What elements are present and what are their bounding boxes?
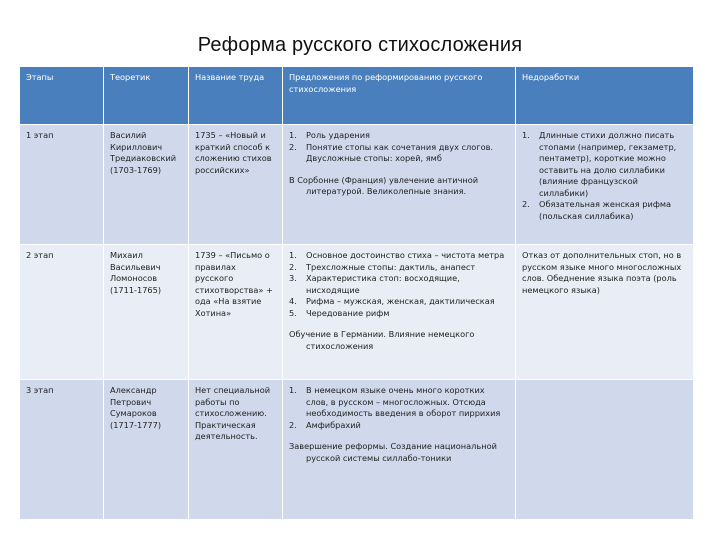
list-item: 5. Чередование рифм	[289, 307, 390, 318]
proposals-list	[289, 130, 509, 165]
list-item: 2. Трехсложные стопы: дактиль, анапест	[289, 261, 476, 272]
header-stages: Этапы	[20, 67, 104, 125]
shortcomings-cell	[516, 380, 694, 520]
stage-cell: 1 этап	[20, 125, 104, 245]
proposals-note: В Сорбонне (Франция) увлечение античной литературой. Великолепные знания.	[289, 174, 479, 196]
shortcomings-cell: Отказ от дополнительных стоп, но в русском языке много многосложных слов. Обеднение языка поэта (роль немецкого языка)	[516, 245, 694, 380]
proposals-list	[289, 385, 509, 431]
header-shortcomings: Недоработки	[516, 67, 694, 125]
header-theorist: Теоретик	[104, 67, 189, 125]
theorist-cell: Василий Кириллович Тредиаковский (1703-1769)	[104, 125, 189, 245]
proposals-list	[289, 250, 509, 319]
theorist-cell: Александр Петрович Сумароков (1717-1777)	[104, 380, 189, 520]
list-item: 3. Характеристика стоп: восходящие, нисходящие	[289, 273, 460, 295]
list-item: 2. Понятие стопы как сочетания двух слогов. Двусложные стопы: хорей, ямб	[289, 141, 494, 163]
proposals-note: Обучение в Германии. Влияние немецкого стихосложения	[289, 329, 475, 351]
stage-cell: 2 этап	[20, 245, 104, 380]
page-title: Реформа русского стихосложения	[197, 34, 523, 56]
work-cell: 1739 – «Письмо о правилах русского стихотворства» + ода «На взятие Хотина»	[189, 245, 283, 380]
list-item: 1. Роль ударения	[289, 130, 370, 140]
header-proposals: Предложения по реформированию русского стихосложения	[283, 67, 516, 125]
table-row	[20, 380, 694, 520]
proposals-note: Завершение реформы. Создание национальной русской системы силлабо-тоники	[289, 441, 497, 463]
header-row	[20, 67, 694, 125]
header-work-title: Название труда	[189, 67, 283, 125]
proposals-cell	[283, 380, 516, 520]
reform-table	[19, 66, 694, 520]
work-cell: 1735 – «Новый и краткий способ к сложению стихов российских»	[189, 125, 283, 245]
shortcomings-cell	[516, 125, 694, 245]
work-cell: Нет специальной работы по стихосложению. Практическая деятельность.	[189, 380, 283, 520]
list-item: 4. Рифма – мужская, женская, дактилическая	[289, 296, 495, 306]
list-item: 1. Основное достоинство стиха – чистота метра	[289, 250, 505, 260]
list-item: 1. В немецком языке очень много коротких слов, в русском – многосложных. Отсюда необходимость введения в оборот пиррихия	[289, 385, 501, 418]
table-row	[20, 245, 694, 380]
stage-cell: 3 этап	[20, 380, 104, 520]
list-item: 1. Длинные стихи должно писать стопами (например, гекзаметр, пентаметр), короткие можно оставить на долю силлабики (влияние французской силлабики)	[522, 130, 677, 198]
theorist-cell: Михаил Васильевич Ломоносов (1711-1765)	[104, 245, 189, 380]
list-item: 2. Амфибрахий	[289, 419, 361, 430]
shortcomings-list	[522, 130, 687, 222]
table-row	[20, 125, 694, 245]
proposals-cell	[283, 245, 516, 380]
list-item: 2. Обязательная женская рифма (польская силлабика)	[522, 199, 672, 221]
proposals-cell	[283, 125, 516, 245]
